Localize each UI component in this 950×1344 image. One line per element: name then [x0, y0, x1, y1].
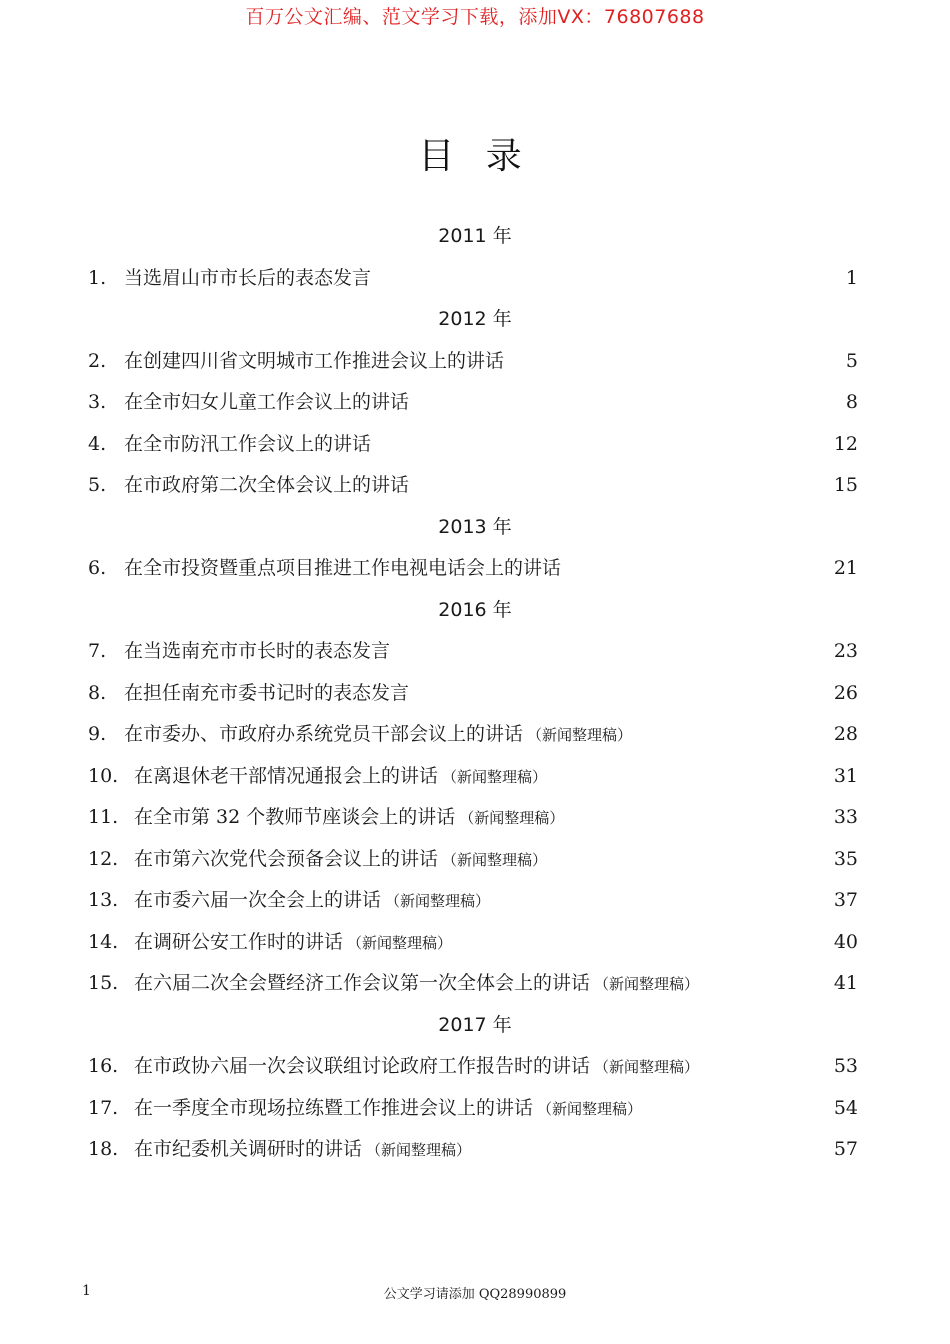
toc-entry-note: （新闻整理稿）: [537, 1099, 643, 1118]
toc-entry-title: [134, 922, 452, 965]
toc-entry-number: 5.: [88, 474, 107, 496]
toc-entry-title-text: 在全市妇女儿童工作会议上的讲话: [124, 391, 410, 413]
toc-entry-note: （新闻整理稿）: [347, 933, 453, 952]
toc-entry-title: [124, 631, 390, 673]
toc-entry-number: 4.: [88, 432, 107, 455]
toc-entry-number: 6.: [88, 557, 107, 579]
toc-entry-number: 3.: [88, 391, 107, 413]
toc-entry-title: [124, 465, 409, 507]
toc-entry-page: 41: [833, 972, 858, 994]
toc-entry-title: [124, 341, 504, 383]
toc-entry-page: 33: [833, 806, 858, 828]
toc-entry-title: [124, 673, 409, 715]
toc-entry-note: （新闻整理稿）: [459, 809, 565, 827]
toc-entry-page: 37: [833, 889, 858, 911]
toc-entry-note: （新闻整理稿）: [594, 975, 700, 993]
toc-entry-title: [124, 714, 632, 757]
toc-entry: [88, 963, 862, 1005]
toc-entry: [88, 258, 862, 300]
toc-entry-number: 17.: [88, 1096, 119, 1119]
toc-entry-number: 7.: [88, 640, 107, 662]
toc-entry-page: 26: [833, 681, 858, 704]
toc-entry-title: [134, 1046, 699, 1089]
toc-entry: [88, 341, 862, 383]
toc-entry: [88, 839, 862, 881]
toc-entry: [88, 424, 862, 466]
toc-entry-title: [134, 797, 564, 840]
toc-entry-page: 28: [833, 723, 858, 745]
toc-entry: [88, 548, 862, 590]
toc-entry-title: [134, 1088, 642, 1131]
toc-entry-page: 12: [833, 432, 858, 455]
toc-entry-number: 12.: [88, 847, 119, 870]
toc-entry-page: 23: [833, 640, 858, 662]
toc-entry-page: 40: [833, 930, 858, 953]
toc-entry-title: [124, 258, 371, 300]
toc-entry-number: 13.: [88, 889, 119, 911]
toc-entry-number: 8.: [88, 681, 107, 704]
toc-entry-title: [124, 382, 409, 424]
toc-year-heading: 2013 年: [438, 515, 512, 538]
toc-entry-page: 54: [833, 1096, 858, 1119]
toc-entry-number: 18.: [88, 1138, 119, 1160]
table-of-contents: [88, 216, 862, 1171]
toc-entry-title-text: 在离退休老干部情况通报会上的讲话: [134, 764, 439, 787]
toc-entry-number: 16.: [88, 1055, 119, 1077]
toc-entry-page: 5: [845, 349, 858, 372]
toc-entry-title: [134, 839, 547, 882]
toc-entry-number: 9.: [88, 723, 107, 745]
toc-entry-title-text: 在市政府第二次全体会议上的讲话: [124, 474, 410, 496]
toc-entry-title: [134, 756, 547, 799]
toc-entry-title-text: 在全市第 32 个教师节座谈会上的讲话: [134, 806, 456, 828]
toc-entry-page: 31: [833, 764, 858, 787]
footer-page-number: 1: [82, 1283, 91, 1299]
toc-year-heading: 2011 年: [438, 225, 512, 247]
toc-entry-number: 11.: [88, 806, 119, 828]
toc-entry-title-text: 在市第六次党代会预备会议上的讲话: [134, 847, 439, 870]
toc-entry-title: [134, 963, 699, 1006]
toc-entry-title: [124, 548, 561, 590]
toc-entry: [88, 1046, 862, 1088]
toc-entry-page: 21: [833, 557, 858, 579]
toc-entry: [88, 1088, 862, 1130]
toc-entry-title-text: 在全市防汛工作会议上的讲话: [124, 432, 372, 455]
watermark-banner: 百万公文汇编、范文学习下载，添加VX：76807688: [245, 6, 705, 28]
toc-entry-number: 10.: [88, 764, 119, 787]
toc-year-heading: 2012 年: [438, 308, 512, 330]
toc-entry-title-text: 在调研公安工作时的讲话: [134, 930, 344, 953]
toc-entry: [88, 880, 862, 922]
toc-entry-title-text: 在市政协六届一次会议联组讨论政府工作报告时的讲话: [134, 1055, 591, 1077]
toc-entry-number: 1.: [88, 266, 107, 289]
toc-entry-title-text: 在全市投资暨重点项目推进工作电视电话会上的讲话: [124, 557, 562, 579]
toc-entry-note: （新闻整理稿）: [442, 850, 548, 869]
toc-entry-page: 57: [833, 1138, 858, 1160]
toc-entry-title: [124, 424, 371, 466]
toc-entry: [88, 714, 862, 756]
toc-entry-title-text: 在当选南充市市长时的表态发言: [124, 640, 391, 662]
footer-contact: 公文学习请添加 QQ28990899: [383, 1287, 567, 1302]
toc-entry: [88, 465, 862, 507]
toc-entry: [88, 922, 862, 964]
toc-entry-title-text: 在市委办、市政府办系统党员干部会议上的讲话: [124, 723, 524, 745]
toc-entry-note: （新闻整理稿）: [442, 767, 548, 786]
toc-entry-page: 1: [845, 266, 858, 289]
toc-year-heading: 2016 年: [438, 598, 512, 621]
toc-entry-title-text: 在六届二次全会暨经济工作会议第一次全体会上的讲话: [134, 972, 591, 994]
toc-entry: [88, 797, 862, 839]
toc-entry-note: （新闻整理稿）: [594, 1058, 700, 1076]
toc-entry-number: 2.: [88, 349, 107, 372]
page-title: 目 录: [418, 136, 532, 177]
toc-entry: [88, 673, 862, 715]
toc-entry-note: （新闻整理稿）: [366, 1141, 472, 1159]
toc-entry: [88, 631, 862, 673]
toc-entry: [88, 1129, 862, 1171]
toc-entry: [88, 756, 862, 798]
toc-entry-title-text: 在担任南充市委书记时的表态发言: [124, 681, 410, 704]
toc-entry-title-text: 在一季度全市现场拉练暨工作推进会议上的讲话: [134, 1096, 534, 1119]
toc-entry-page: 53: [833, 1055, 858, 1077]
toc-entry-title-text: 当选眉山市市长后的表态发言: [124, 266, 372, 289]
toc-year-heading: 2017 年: [438, 1013, 512, 1036]
toc-entry-number: 15.: [88, 972, 119, 994]
toc-entry-number: 14.: [88, 930, 119, 953]
toc-entry-page: 35: [833, 847, 858, 870]
toc-entry-title-text: 在市纪委机关调研时的讲话: [134, 1138, 363, 1160]
toc-entry-page: 8: [845, 391, 858, 413]
toc-entry-title-text: 在创建四川省文明城市工作推进会议上的讲话: [124, 349, 505, 372]
toc-entry-page: 15: [833, 474, 858, 496]
toc-entry: [88, 382, 862, 424]
toc-entry-title: [134, 880, 490, 923]
toc-entry-title-text: 在市委六届一次全会上的讲话: [134, 889, 382, 911]
toc-entry-note: （新闻整理稿）: [527, 726, 633, 744]
toc-entry-note: （新闻整理稿）: [385, 892, 491, 910]
toc-entry-title: [134, 1129, 471, 1172]
